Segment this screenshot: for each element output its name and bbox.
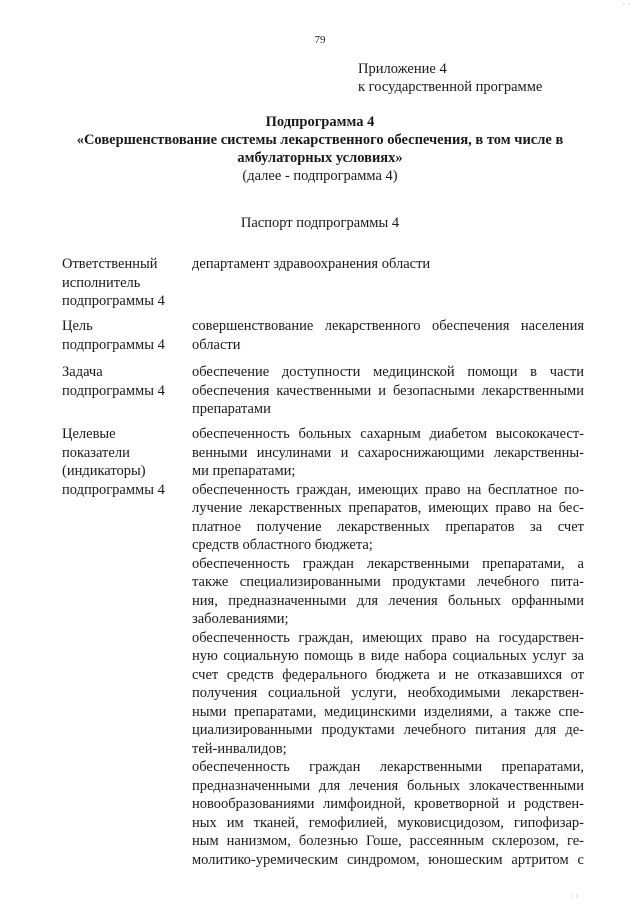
subprogram-alias: (далее - подпрограмма 4) xyxy=(242,168,398,184)
text-line: новообразованиями лимфоидной, кроветворной и родствен- xyxy=(192,796,584,812)
text-line: средств областного бюджета; xyxy=(192,537,373,553)
appendix-line-2: к государственной программе xyxy=(358,79,543,95)
text-line: также специализированными продуктами лечебного пита- xyxy=(192,574,584,590)
text-line: ную социальную помощь в виде набора социальных услуг за xyxy=(192,648,584,664)
text-line: платное получение лекарственных препаратов за счет xyxy=(192,518,584,535)
subprogram-title: Подпрограмма 4 xyxy=(265,114,375,130)
text-line: ния, предназначенными для лечения больных орфанными xyxy=(192,592,584,609)
text-line: области xyxy=(192,336,241,353)
text-line: получения социальной услуги, необходимыми лекарствен- xyxy=(192,685,584,701)
appendix-line-1: Приложение 4 xyxy=(358,61,447,77)
text-line: обеспеченность больных сахарным диабетом высококачест- xyxy=(192,426,584,442)
text-line: ным нанизмом, болезнью Гоше, рассеянным склерозом, ге- xyxy=(192,833,584,849)
text-line: ными препаратами, медицинскими изделиями, а также спе- xyxy=(192,703,584,720)
text-line: предназначенными для лечения больных злокачественными xyxy=(192,777,584,794)
page-number: 79 xyxy=(314,34,326,46)
text-line: циализированными продуктами лечебного питания для де- xyxy=(192,722,584,738)
text-line: обеспеченность граждан, имеющих право на бесплатное по- xyxy=(192,481,584,498)
row-text-task xyxy=(192,363,584,419)
row-label-executor: Ответственный исполнитель подпрограммы 4 xyxy=(62,256,165,309)
text-line: обеспеченность граждан лекарственными препаратами, а xyxy=(192,555,584,572)
text-line: молитико-уремическим синдромом, юношеским артритом с xyxy=(192,851,584,868)
text-line: обеспеченность граждан, имеющих право на государствен- xyxy=(192,629,584,646)
text-line: венными инсулинами и сахароснижающими лекарственны- xyxy=(192,444,584,461)
text-line: счет средств федерального бюджета и не отказавшихся от xyxy=(192,666,584,683)
text-line: обеспеченность граждан лекарственными препаратами, xyxy=(192,759,584,775)
text-line: совершенствование лекарственного обеспечения населения xyxy=(192,318,584,334)
subprogram-name-line-2: амбулаторных условиях» xyxy=(237,150,403,166)
text-line: обеспечения качественными и безопасными лекарственными xyxy=(192,382,584,399)
text-line: ных им тканей, гемофилией, муковисцидозом, гипофизар- xyxy=(192,814,584,831)
row-label-indicators: Целевые показатели (индикаторы) подпрограммы 4 xyxy=(62,426,165,498)
appendix-note xyxy=(358,60,542,96)
text-line: обеспечение доступности медицинской помощи в части xyxy=(192,364,584,380)
text-line: заболеваниями; xyxy=(192,611,289,627)
row-text-indicators xyxy=(192,425,584,869)
text-line: тей-инвалидов; xyxy=(192,740,287,757)
row-text-executor xyxy=(192,255,584,274)
subprogram-name-line-1: «Совершенствование системы лекарственного обеспечения, в том числе в xyxy=(76,132,564,148)
text-line: департамент здравоохранения области xyxy=(192,256,431,272)
text-line: препаратами xyxy=(192,401,271,417)
scan-mark-top: · · xyxy=(622,0,630,9)
row-label-goal: Цель подпрограммы 4 xyxy=(62,318,165,353)
row-text-goal xyxy=(192,317,584,354)
passport-heading: Паспорт подпрограммы 4 xyxy=(240,215,400,231)
row-label-task: Задача подпрограммы 4 xyxy=(62,364,165,399)
text-line: ми препаратами; xyxy=(192,463,296,479)
text-line: лучение лекарственных препаратов, имеющих право на бес- xyxy=(192,500,584,516)
scan-mark-bottom: · · xyxy=(570,892,578,901)
